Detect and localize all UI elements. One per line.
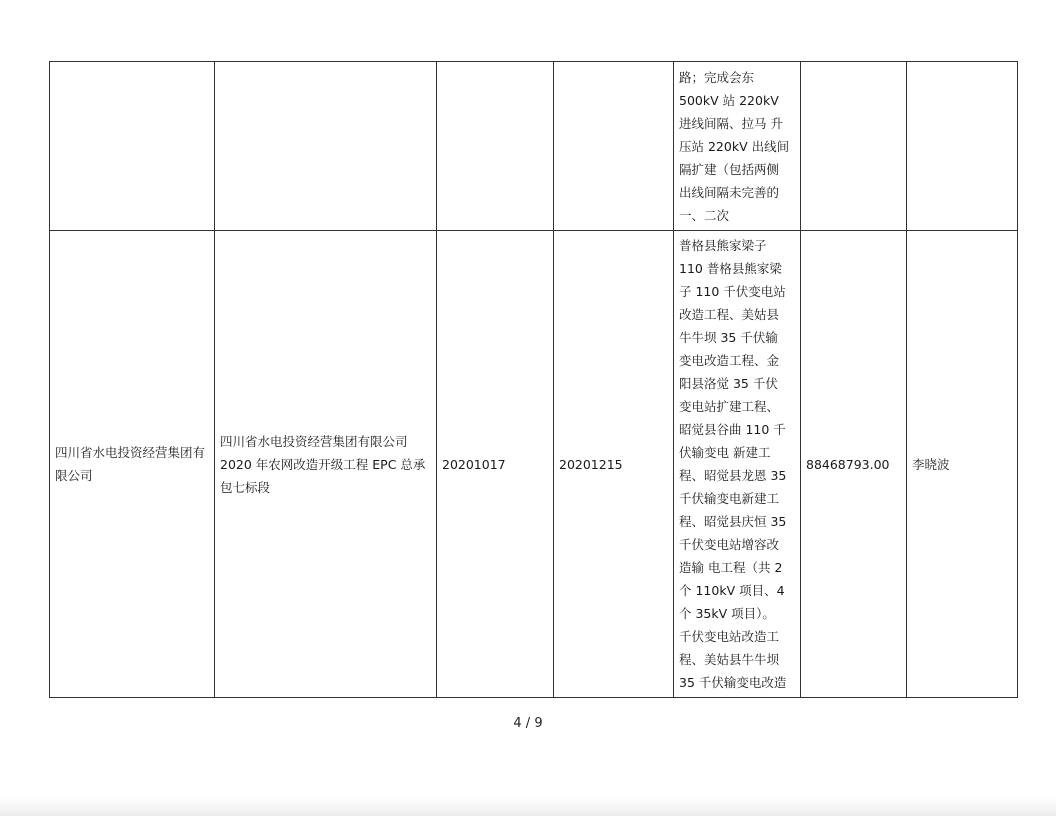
- page-number: 4 / 9: [513, 716, 543, 731]
- scan-edge-shadow: [0, 798, 1056, 816]
- company-cell: 四川省水电投资经营集团有限公司: [50, 231, 215, 698]
- start-date-cell: 20201017: [437, 231, 554, 698]
- company-cell: [50, 62, 215, 231]
- amount-cell: 88468793.00: [801, 231, 907, 698]
- project-name-cell: [215, 62, 437, 231]
- end-date-cell: 20201215: [554, 231, 674, 698]
- project-name-cell: 四川省水电投资经营集团有限公司 2020 年农网改造开级工程 EPC 总承包七标段: [215, 231, 437, 698]
- start-date-cell: [437, 62, 554, 231]
- end-date-cell: [554, 62, 674, 231]
- description-cell: 路；完成会东 500kV 站 220kV 进线间隔、拉马 升 压站 220kV 出线间 隔扩建（包括两侧 出线间隔未完善的 一、二次: [674, 62, 801, 231]
- description-cell: 普格县熊家梁子 110 普格县熊家梁 子 110 千伏变电站 改造工程、美姑县 牛牛坝 35 千伏输 变电改造工程、金 阳县洛觉 35 千伏 变电站扩建工程、 昭觉县谷曲 110 千 伏输变电 新建工 程、昭觉县龙恩 35 千伏输变电新建工 程、昭觉县庆恒 35 千伏变电站增容改 造输 电工程（共 2 个 110kV 项目、4 个 35kV 项目）。 千伏变电站改造工 程、美姑县牛牛坝 35 千伏输变电改造: [674, 231, 801, 698]
- table-row: [50, 231, 1018, 698]
- manager-cell: 李晓波: [907, 231, 1018, 698]
- manager-cell: [907, 62, 1018, 231]
- project-table: [49, 61, 1018, 698]
- table-row: [50, 62, 1018, 231]
- amount-cell: [801, 62, 907, 231]
